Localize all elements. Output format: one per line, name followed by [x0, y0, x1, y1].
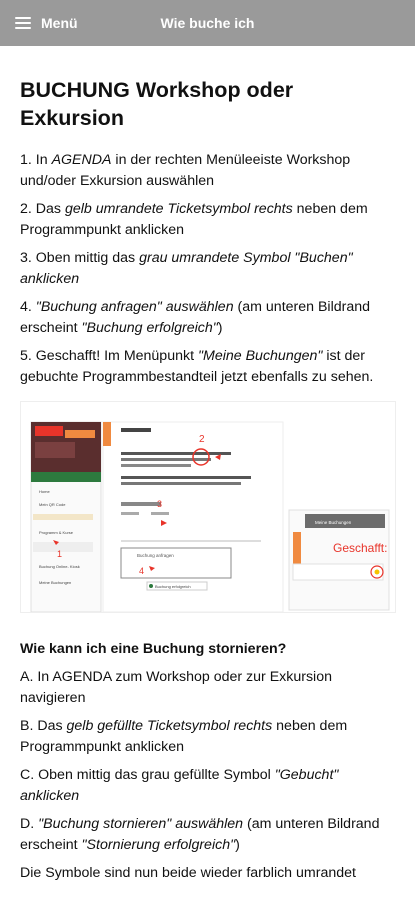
step-text: neben dem Programmpunkt anklicken [20, 718, 348, 755]
illus-marker-2: 2 [199, 434, 205, 445]
step-emphasis-text: "Buchung anfragen" auswählen [35, 299, 234, 315]
cancel-step [20, 814, 395, 855]
illus-done-label: Geschafft: [333, 541, 388, 555]
booking-step [20, 297, 395, 338]
menu-label: Menü [41, 15, 78, 31]
booking-illustration-graphic [21, 402, 396, 613]
top-app-bar [0, 0, 415, 46]
booking-step [20, 150, 395, 191]
cutoff-paragraph: Die Symbole sind nun beide wieder farblich umrandet [20, 865, 356, 881]
step-emphasis-text: gelb umrandete Ticketsymbol rechts [64, 201, 293, 217]
cancel-step [20, 765, 395, 806]
booking-heading: BUCHUNG Workshop oder Exkursion [20, 78, 294, 130]
step-text: in der rechten Menüleeiste Workshop und/oder Exkursion auswählen [20, 152, 351, 189]
step-emphasis-text: "Buchung stornieren" auswählen [38, 816, 244, 832]
illus-sidebar-item-kiosk: Buchung Online- Kiosk [39, 564, 80, 569]
step-text: 2. Das [20, 201, 65, 217]
illus-marker-4: 4 [139, 566, 145, 576]
step-emphasis-text: "Gebucht" anklicken [20, 767, 339, 804]
illus-sidebar-item-qr: Mein QR Code [39, 502, 66, 507]
cancel-step [20, 716, 395, 757]
page-title: Wie buche ich [160, 15, 255, 31]
main-content[interactable] [0, 46, 415, 900]
illus-popup-button: Buchung erfolgreich [155, 584, 191, 589]
step-text: C. Oben mittig das grau gefüllte Symbol [20, 767, 275, 783]
illus-sidebar-item-home: Home [39, 489, 50, 494]
illus-popup-title: Buchung anfragen [137, 553, 174, 558]
menu-button[interactable] [0, 0, 78, 46]
step-text: ) [235, 836, 240, 853]
booking-step [20, 346, 395, 387]
step-text: B. Das [20, 718, 67, 734]
step-text: (am unteren Bildrand erscheint [20, 299, 371, 336]
hamburger-menu-icon [15, 17, 31, 29]
step-text: 3. Oben mittig das [20, 250, 140, 266]
step-text: ist der gebuchte Programmbestandteil jetzt ebenfalls zu sehen. [20, 348, 374, 385]
cancel-steps-list [20, 667, 395, 855]
cancel-step [20, 667, 395, 708]
booking-step [20, 199, 395, 240]
cancel-heading: Wie kann ich eine Buchung stornieren? [20, 641, 287, 657]
step-emphasis-text: "Buchung erfolgreich" [81, 319, 218, 336]
step-text: 5. Geschafft! Im Menüpunkt [20, 348, 198, 364]
booking-illustration-image [20, 401, 396, 613]
illus-marker-1: 1 [57, 549, 63, 559]
step-text: D. [20, 816, 39, 832]
step-text: neben dem Programmpunkt anklicken [20, 201, 368, 238]
booking-step [20, 248, 395, 289]
step-text: 4. [20, 299, 36, 315]
illus-sidebar-item-buchungen: Meine Buchungen [39, 580, 72, 585]
booking-steps-list [20, 150, 395, 387]
step-emphasis-text: gelb gefüllte Ticketsymbol rechts [66, 718, 273, 734]
step-text: A. In AGENDA zum Workshop oder zur Exkursion navigieren [20, 669, 332, 706]
step-emphasis-text: grau umrandete Symbol "Buchen" anklicken [20, 250, 353, 287]
step-text: ) [217, 319, 223, 336]
step-emphasis-text: AGENDA [51, 152, 112, 168]
step-emphasis-text: "Meine Buchungen" [197, 348, 323, 364]
step-text: 1. In [20, 152, 52, 168]
illus-marker-3: 3 [157, 499, 163, 509]
illus-side-popup-label: Meine Buchungen [315, 520, 352, 525]
step-emphasis-text: "Stornierung erfolgreich" [81, 836, 236, 853]
step-text: (am unteren Bildrand erscheint [20, 816, 380, 853]
illus-sidebar-item-programm: Programm & Kurse [39, 530, 74, 535]
